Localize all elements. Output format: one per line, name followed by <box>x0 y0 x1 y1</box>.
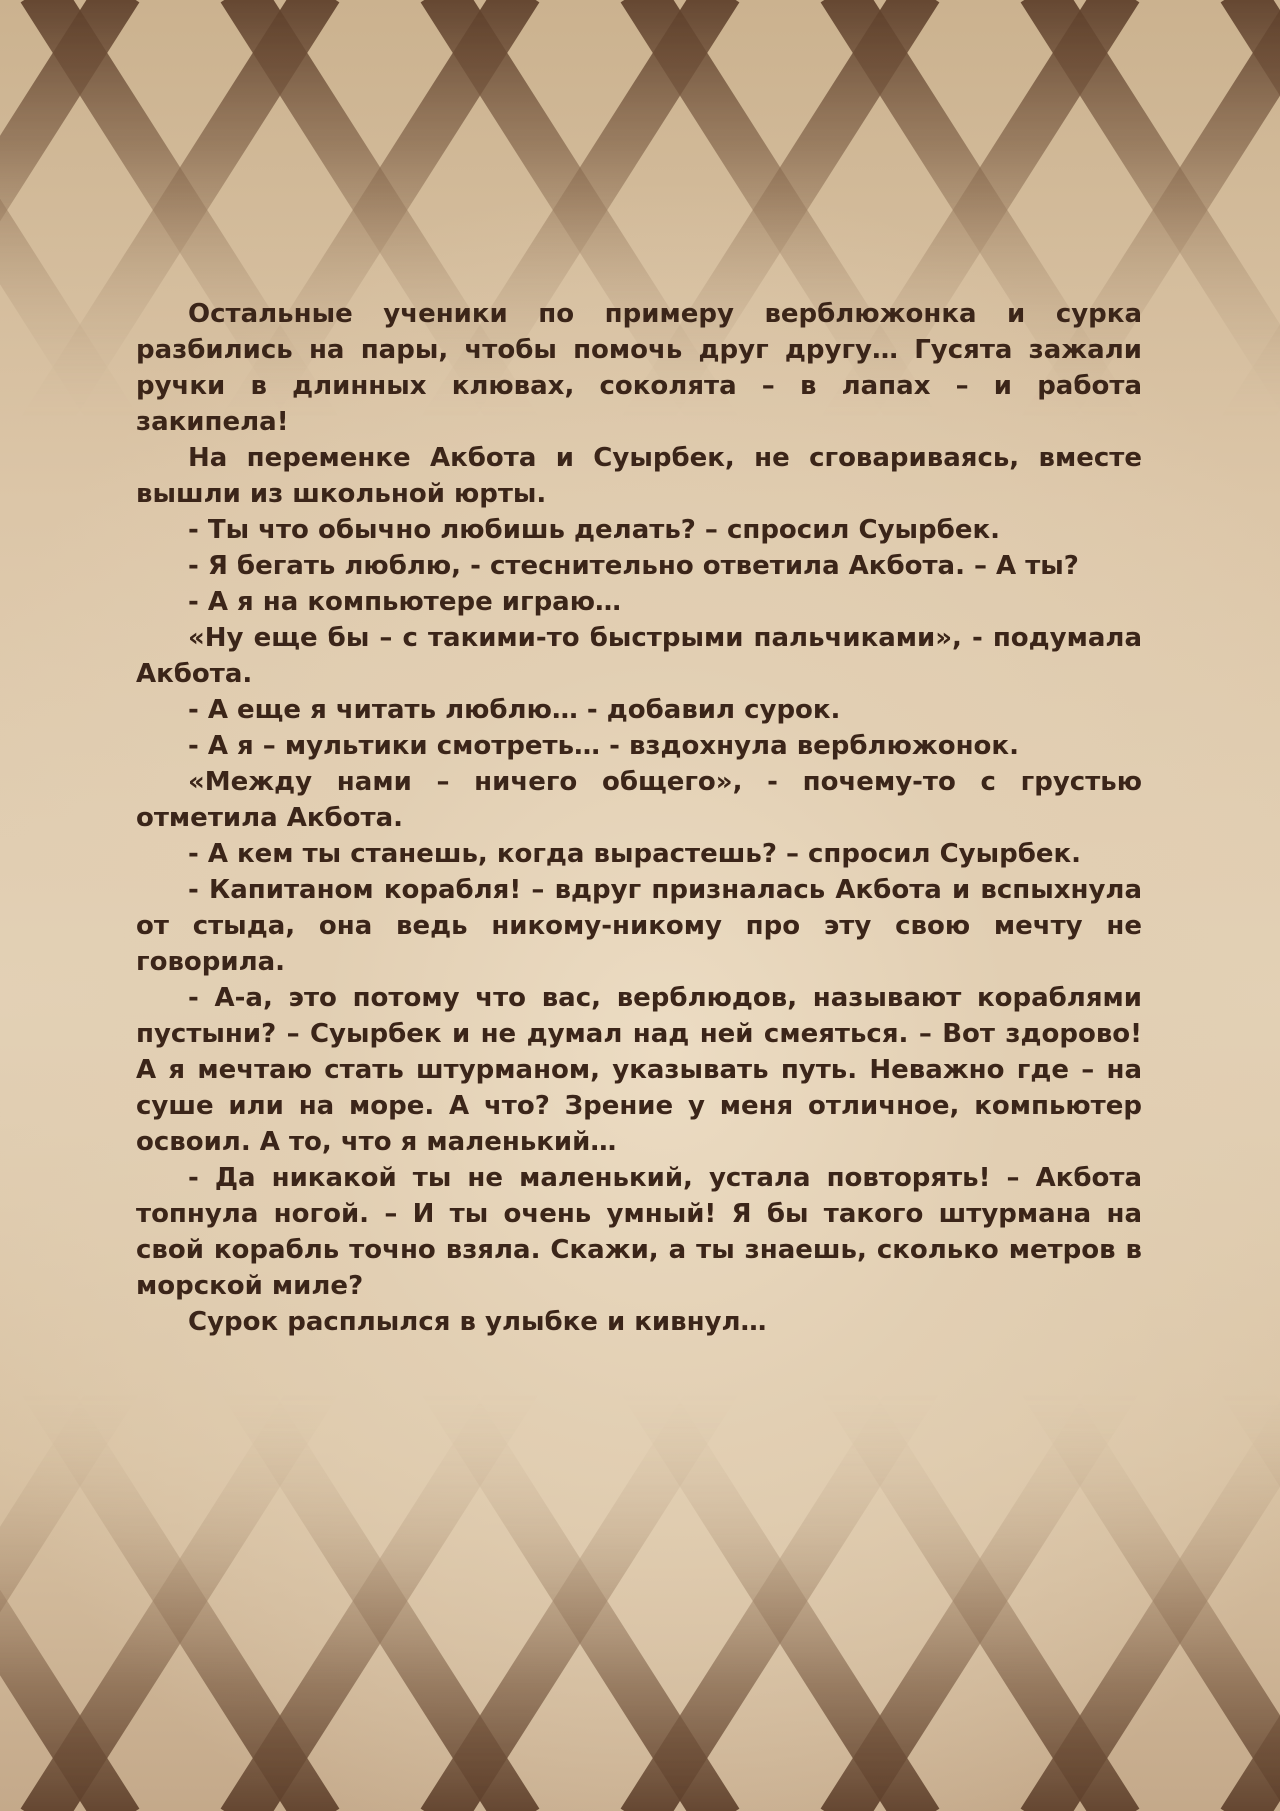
paragraph-dialogue-question: - Ты что обычно любишь делать? – спросил Суырбек. <box>188 515 1000 545</box>
paragraph-dialogue-future: - А кем ты станешь, когда вырастешь? – спросил Суырбек. <box>188 839 1082 869</box>
paragraph-dialogue-running: - Я бегать люблю, - стеснительно ответила Акбота. – А ты? <box>188 551 1079 581</box>
paragraph-break-outside: На переменке Акбота и Суырбек, не сговариваясь, вместе вышли из школьной юрты. <box>136 443 1142 509</box>
paragraph-thought-fingers: «Ну еще бы – с такими-то быстрыми пальчиками», - подумала Акбота. <box>136 623 1142 689</box>
paragraph-dialogue-computer: - А я на компьютере играю… <box>188 587 621 617</box>
paragraph-dialogue-cartoons: - А я – мультики смотреть… - вздохнула верблюжонок. <box>188 731 1019 761</box>
story-text <box>136 296 1142 1340</box>
paragraph-students-pairs: Остальные ученики по примеру верблюжонка и сурка разбились на пары, чтобы помочь друг другу… Гусята зажали ручки в длинных клювах, соколята – в лапах – и работа закипела! <box>136 299 1142 437</box>
paragraph-dialogue-navigator: - А-а, это потому что вас, верблюдов, называют кораблями пустыни? – Суырбек и не думал над ней смеяться. – Вот здорово! А я мечтаю стать штурманом, указывать путь. Неважно где – на суше или на море. А что? Зрение у меня отличное, компьютер освоил. А то, что я маленький… <box>136 983 1142 1157</box>
paragraph-dialogue-reading: - А еще я читать люблю… - добавил сурок. <box>188 695 841 725</box>
paragraph-thought-nothing-common: «Между нами – ничего общего», - почему-то с грустью отметила Акбота. <box>136 767 1142 833</box>
paragraph-dialogue-captain: - Капитаном корабля! – вдруг призналась Акбота и вспыхнула от стыда, она ведь никому-никому про эту свою мечту не говорила. <box>136 875 1142 977</box>
paragraph-closing: Сурок расплылся в улыбке и кивнул… <box>188 1307 767 1337</box>
paragraph-dialogue-not-small: - Да никакой ты не маленький, устала повторять! – Акбота топнула ногой. – И ты очень умный! Я бы такого штурмана на свой корабль точно взяла. Скажи, а ты знаешь, сколько метров в морской миле? <box>136 1163 1142 1301</box>
bottom-diamond-pattern <box>0 1391 1280 1811</box>
